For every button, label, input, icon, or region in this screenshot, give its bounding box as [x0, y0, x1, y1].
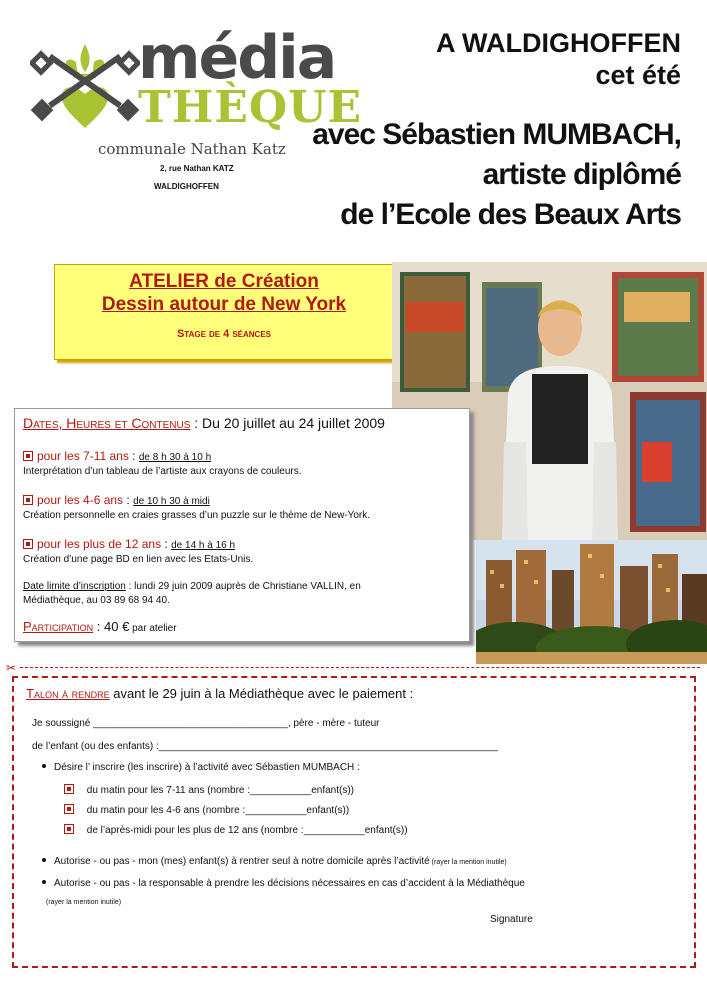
talon-title-suffix: avant le 29 juin à la Médiathèque avec le paiement :	[109, 686, 414, 701]
talon-title: Talon à rendre	[26, 686, 110, 701]
deadline-label: Date limite d’inscription	[23, 581, 126, 592]
checkbox-icon	[23, 539, 33, 549]
logo-theque-text: THÈQUE	[138, 82, 363, 133]
form-line-children: de l’enfant (ou des enfants) :_____________________________________________________________	[32, 741, 499, 752]
parent-name-field[interactable]: ___________________________________	[93, 718, 288, 729]
dates-heading	[23, 415, 385, 431]
header-town: A WALDIGHOFFEN	[436, 28, 681, 58]
group-7-11-description: Interprétation d’un tableau de l’artiste aux crayons de couleurs.	[23, 466, 302, 477]
count-7-11-field[interactable]: ___________	[250, 785, 312, 796]
participation-value: : 40 €	[93, 619, 130, 634]
header-season: cet été	[595, 60, 681, 90]
deadline-contact: Médiathèque, au 03 89 68 94 40.	[23, 595, 170, 606]
cut-line	[20, 667, 700, 668]
atelier-sessions: Stage de 4 séances	[176, 328, 272, 340]
logo-media-text: média	[138, 23, 336, 93]
group-time: de 10 h 30 à midi	[133, 496, 210, 507]
group-4-6-description: Création personnelle en craies grasses d’un puzzle sur le thème de New-York.	[23, 510, 371, 521]
bullet-icon	[42, 880, 46, 884]
talon-form	[12, 676, 696, 968]
dates-heading-label: Dates, Heures et Contenus	[23, 415, 191, 431]
signature-label: Signature	[490, 914, 533, 925]
bullet-icon	[42, 764, 46, 768]
bullet-inscription: Désire l’ inscrire (les inscrire) à l’activité avec Sébastien MUMBACH :	[42, 762, 360, 773]
group-12-plus-heading: pour les plus de 12 ans : de 14 h à 16 h	[23, 537, 235, 551]
participation-line	[23, 619, 177, 634]
group-4-6-heading: pour les 4-6 ans : de 10 h 30 à midi	[23, 493, 210, 507]
form-line-name: Je soussigné ___________________________________, père - mère - tuteur	[32, 718, 380, 729]
option-4-6: du matin pour les 4-6 ans (nombre :___________enfant(s))	[64, 804, 349, 816]
count-4-6-field[interactable]: ___________	[245, 805, 307, 816]
participation-suffix: par atelier	[129, 623, 177, 634]
deadline-line	[23, 581, 361, 592]
logo-subtitle: communale Nathan Katz	[98, 140, 286, 158]
info-box	[14, 408, 470, 642]
group-time: de 14 h à 16 h	[171, 540, 236, 551]
atelier-title: ATELIER de Création	[129, 271, 319, 292]
header-diploma: artiste diplômé	[482, 158, 681, 191]
scissors-icon: ✂	[6, 661, 17, 675]
participation-label: Participation	[23, 619, 94, 634]
option-7-11: du matin pour les 7-11 ans (nombre :___________enfant(s))	[64, 784, 354, 796]
address-street: 2, rue Nathan KATZ	[160, 164, 234, 173]
children-names-field[interactable]: _____________________________________________________________	[158, 741, 499, 752]
dates-heading-value: : Du 20 juillet au 24 juillet 2009	[190, 415, 385, 431]
checkbox-7-11[interactable]	[64, 784, 74, 794]
address-town: WALDIGHOFFEN	[154, 182, 219, 191]
mention-note: (rayer la mention inutile)	[46, 899, 122, 906]
checkbox-4-6[interactable]	[64, 804, 74, 814]
count-12-plus-field[interactable]: ___________	[303, 825, 365, 836]
deadline-text: : lundi 29 juin 2009 auprès de Christiane VALLIN, en	[125, 581, 361, 592]
talon-heading	[26, 686, 413, 701]
header-artist: avec Sébastien MUMBACH,	[312, 118, 681, 151]
group-label: pour les 7-11 ans	[37, 449, 129, 463]
checkbox-icon	[23, 495, 33, 505]
checkbox-icon	[23, 451, 33, 461]
group-7-11-heading: pour les 7-11 ans : de 8 h 30 à 10 h	[23, 449, 211, 463]
checkbox-12-plus[interactable]	[64, 824, 74, 834]
atelier-subject: Dessin autour de New York	[101, 294, 347, 315]
logo-keys-heart-icon	[30, 40, 140, 136]
bullet-authorize-accident: Autorise - ou pas - la responsable à prendre les décisions nécessaires en cas d’accident à la Médiathèque	[42, 878, 525, 889]
group-time: de 8 h 30 à 10 h	[138, 452, 212, 463]
header-school: de l’Ecole des Beaux Arts	[340, 198, 681, 231]
option-12-plus: de l’après-midi pour les plus de 12 ans (nombre :___________enfant(s))	[64, 824, 408, 836]
atelier-box	[54, 264, 394, 360]
group-label: pour les plus de 12 ans	[37, 537, 162, 551]
group-12-plus-description: Création d’une page BD en lien avec les Etats-Unis.	[23, 554, 254, 565]
group-label: pour les 4-6 ans	[37, 493, 124, 507]
new-york-photo	[476, 540, 707, 664]
bullet-authorize-return: Autorise - ou pas - mon (mes) enfant(s) à rentrer seul à notre domicile après l’activité (rayer la mention inutile)	[42, 856, 507, 867]
bullet-icon	[42, 858, 46, 862]
